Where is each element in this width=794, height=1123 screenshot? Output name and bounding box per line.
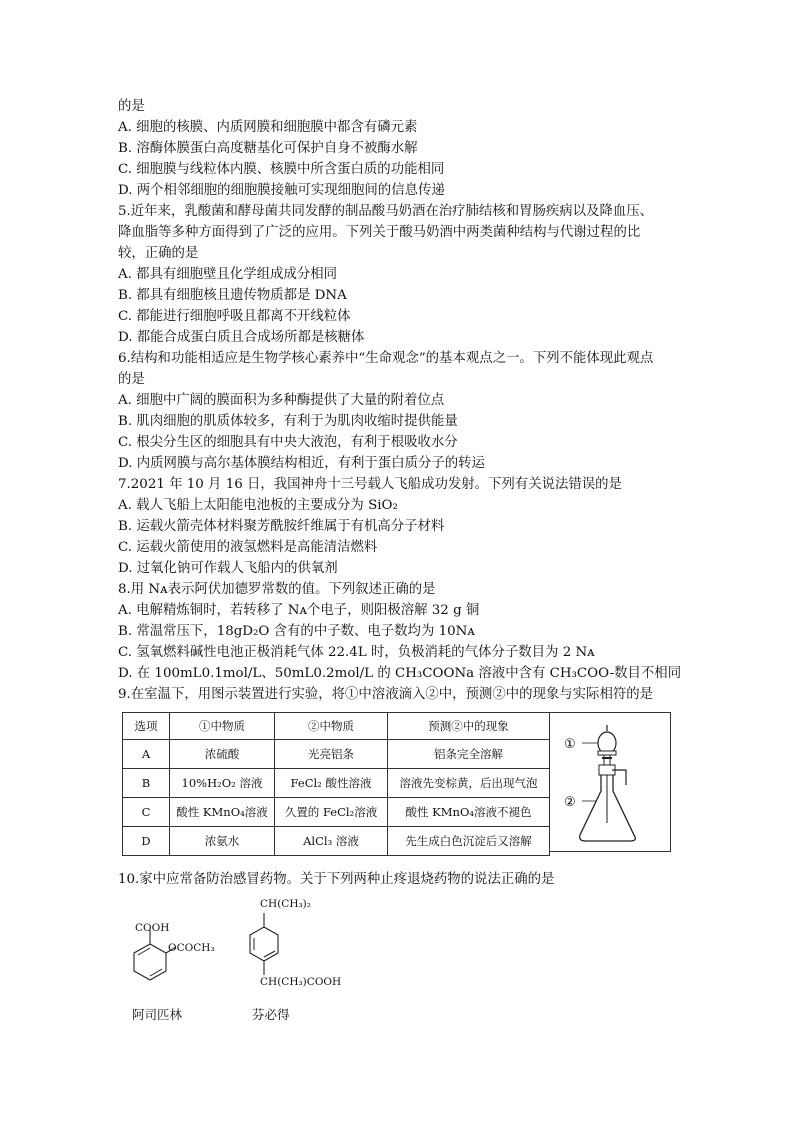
option-line: A. 细胞中广阔的膜面积为多种酶提供了大量的附着位点 xyxy=(118,393,445,408)
table-cell: 浓氨水 xyxy=(170,827,275,856)
table-row xyxy=(123,798,550,827)
table-header-cell: ②中物质 xyxy=(275,713,388,740)
option-line: B. 都具有细胞核且遗传物质都是 DNA xyxy=(118,288,347,303)
table-row xyxy=(123,827,550,856)
option-line: B. 肌肉细胞的肌质体较多，有利于为肌肉收缩时提供能量 xyxy=(118,414,458,429)
table-cell: FeCl₂ 酸性溶液 xyxy=(275,769,388,798)
ibuprofen-name: 芬必得 xyxy=(252,1007,290,1022)
table-cell: 酸性 KMnO₄溶液 xyxy=(170,798,275,827)
aspirin-group-cooh: COOH xyxy=(135,922,170,934)
table-header-cell: 预测②中的现象 xyxy=(388,713,550,740)
question-9-text: 9.在室温下，用图示装置进行实验，将①中溶液滴入②中，预测②中的现象与实际相符的是 xyxy=(118,687,654,702)
text-line: 的是 xyxy=(118,99,145,114)
option-line: C. 都能进行细胞呼吸且都离不开线粒体 xyxy=(118,309,351,324)
ibuprofen-group-isopropyl: CH(CH₃)₂ xyxy=(260,898,311,910)
question-5-text: 降血脂等多种方面得到了广泛的应用。下列关于酸马奶酒中两类菌种结构与代谢过程的比 xyxy=(118,225,641,240)
option-line: C. 氢氧燃料碱性电池正极消耗气体 22.4L 时，负极消耗的气体分子数目为 2 Nᴀ xyxy=(118,645,595,660)
option-line: D. 内质网膜与高尔基体膜结构相近，有利于蛋白质分子的转运 xyxy=(118,456,485,471)
table-cell: 10%H₂O₂ 溶液 xyxy=(170,769,275,798)
table-cell: D xyxy=(123,827,170,856)
option-line: C. 运载火箭使用的液氢燃料是高能清洁燃料 xyxy=(118,540,378,555)
table-header-cell: 选项 xyxy=(123,713,170,740)
question-6-text: 6.结构和功能相适应是生物学核心素养中“生命观念”的基本观点之一。下列不能体现此观点 xyxy=(118,351,654,366)
option-line: D. 过氧化钠可作载人飞船内的供氧剂 xyxy=(118,561,338,576)
table-row xyxy=(123,740,550,769)
question-5-text: 5.近年来，乳酸菌和酵母菌共同发酵的制品酸马奶酒在治疗肺结核和胃肠疾病以及降血压、 xyxy=(118,204,654,219)
table-header-cell: ①中物质 xyxy=(170,713,275,740)
label-2: ② xyxy=(564,795,576,810)
apparatus-cell xyxy=(550,712,671,852)
table-row xyxy=(123,769,550,798)
table-cell: 溶液先变棕黄，后出现气泡 xyxy=(388,769,550,798)
table-cell: 先生成白色沉淀后又溶解 xyxy=(388,827,550,856)
flask-apparatus-diagram xyxy=(550,713,671,853)
question-7-text: 7.2021 年 10 月 16 日，我国神舟十三号载人飞船成功发射。下列有关说法错误的是 xyxy=(118,477,622,492)
table-cell: AlCl₃ 溶液 xyxy=(275,827,388,856)
option-line: A. 都具有细胞壁且化学组成成分相同 xyxy=(118,267,338,282)
table-cell: 光亮铝条 xyxy=(275,740,388,769)
label-1: ① xyxy=(564,737,576,752)
option-line: D. 在 100mL0.1mol/L、50mL0.2mol/L 的 CH₃COONa 溶液中含有 CH₃COO-数目不相同 xyxy=(118,666,682,681)
question-10-text: 10.家中应常备防治感冒药物。关于下列两种止疼退烧药物的说法正确的是 xyxy=(118,872,555,887)
option-line: D. 两个相邻细胞的细胞膜接触可实现细胞间的信息传递 xyxy=(118,183,445,198)
table-cell: 久置的 FeCl₂溶液 xyxy=(275,798,388,827)
table-cell: 浓硫酸 xyxy=(170,740,275,769)
question-6-text: 的是 xyxy=(118,372,145,387)
option-line: D. 都能合成蛋白质且合成场所都是核糖体 xyxy=(118,330,365,345)
option-line: A. 电解精炼铜时，若转移了 Nᴀ个电子，则阳极溶解 32 g 铜 xyxy=(118,603,480,618)
table-header-row xyxy=(123,713,550,740)
option-line: B. 运载火箭壳体材料聚芳酰胺纤维属于有机高分子材料 xyxy=(118,519,445,534)
table-cell: 铝条完全溶解 xyxy=(388,740,550,769)
aspirin-structure xyxy=(110,916,230,996)
aspirin-name: 阿司匹林 xyxy=(132,1007,183,1022)
aspirin-group-ococh3: OCOCH₃ xyxy=(168,942,215,954)
option-line: B. 常温常压下，18gD₂O 含有的中子数、电子数均为 10Nᴀ xyxy=(118,624,475,639)
experiment-table xyxy=(122,712,550,856)
table-cell: A xyxy=(123,740,170,769)
option-line: B. 溶酶体膜蛋白高度糖基化可保护自身不被酶水解 xyxy=(118,141,418,156)
table-cell: 酸性 KMnO₄溶液不褪色 xyxy=(388,798,550,827)
table-cell: C xyxy=(123,798,170,827)
option-line: C. 细胞膜与线粒体内膜、核膜中所含蛋白质的功能相同 xyxy=(118,162,445,177)
option-line: A. 细胞的核膜、内质网膜和细胞膜中都含有磷元素 xyxy=(118,120,418,135)
option-line: A. 载人飞船上太阳能电池板的主要成分为 SiO₂ xyxy=(118,498,398,513)
ibuprofen-group-propanoic: CH(CH₃)COOH xyxy=(260,976,342,988)
question-8-text: 8.用 Nᴀ表示阿伏加德罗常数的值。下列叙述正确的是 xyxy=(118,582,436,597)
option-line: C. 根尖分生区的细胞具有中央大液泡，有利于根吸收水分 xyxy=(118,435,458,450)
question-5-text: 较，正确的是 xyxy=(118,246,199,261)
table-cell: B xyxy=(123,769,170,798)
